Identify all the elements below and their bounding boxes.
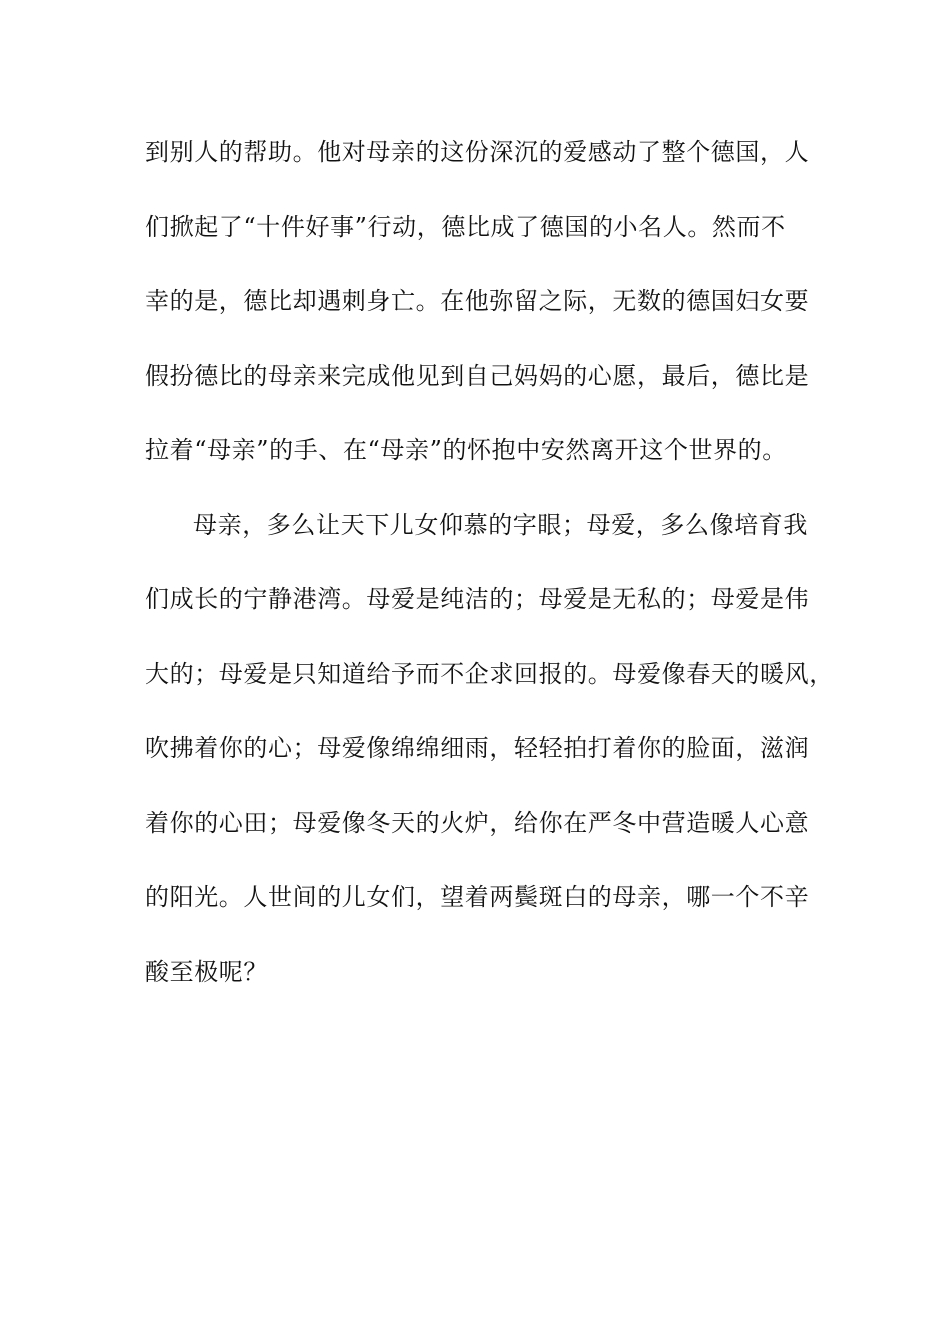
text-line: 着你的心田；母爱像冬天的火炉，给你在严冬中营造暖人心意 <box>145 809 810 837</box>
text-line: 吹拂着你的心；母爱像绵绵细雨，轻轻拍打着你的脸面，滋润 <box>145 734 810 762</box>
paragraph-first-line: 母亲，多么让天下儿女仰慕的字眼；母爱，多么像培育我 <box>193 511 808 539</box>
text-line: 们成长的宁静港湾。母爱是纯洁的；母爱是无私的；母爱是伟 <box>145 585 810 613</box>
text-line: 拉着“母亲”的手、在“母亲”的怀抱中安然离开这个世界的。 <box>145 436 787 464</box>
text-line: 到别人的帮助。他对母亲的这份深沉的爱感动了整个德国，人 <box>145 138 810 166</box>
text-line: 们掀起了“十件好事”行动，德比成了德国的小名人。然而不 <box>145 213 786 241</box>
text-line: 假扮德比的母亲来完成他见到自己妈妈的心愿，最后，德比是 <box>145 362 810 390</box>
text-line: 幸的是，德比却遇刺身亡。在他弥留之际，无数的德国妇女要 <box>145 287 810 315</box>
text-line: 大的；母爱是只知道给予而不企求回报的。母爱像春天的暖风， <box>145 660 834 688</box>
text-line: 的阳光。人世间的儿女们，望着两鬓斑白的母亲，哪一个不辛 <box>145 883 810 911</box>
text-line: 酸至极呢？ <box>145 958 268 986</box>
